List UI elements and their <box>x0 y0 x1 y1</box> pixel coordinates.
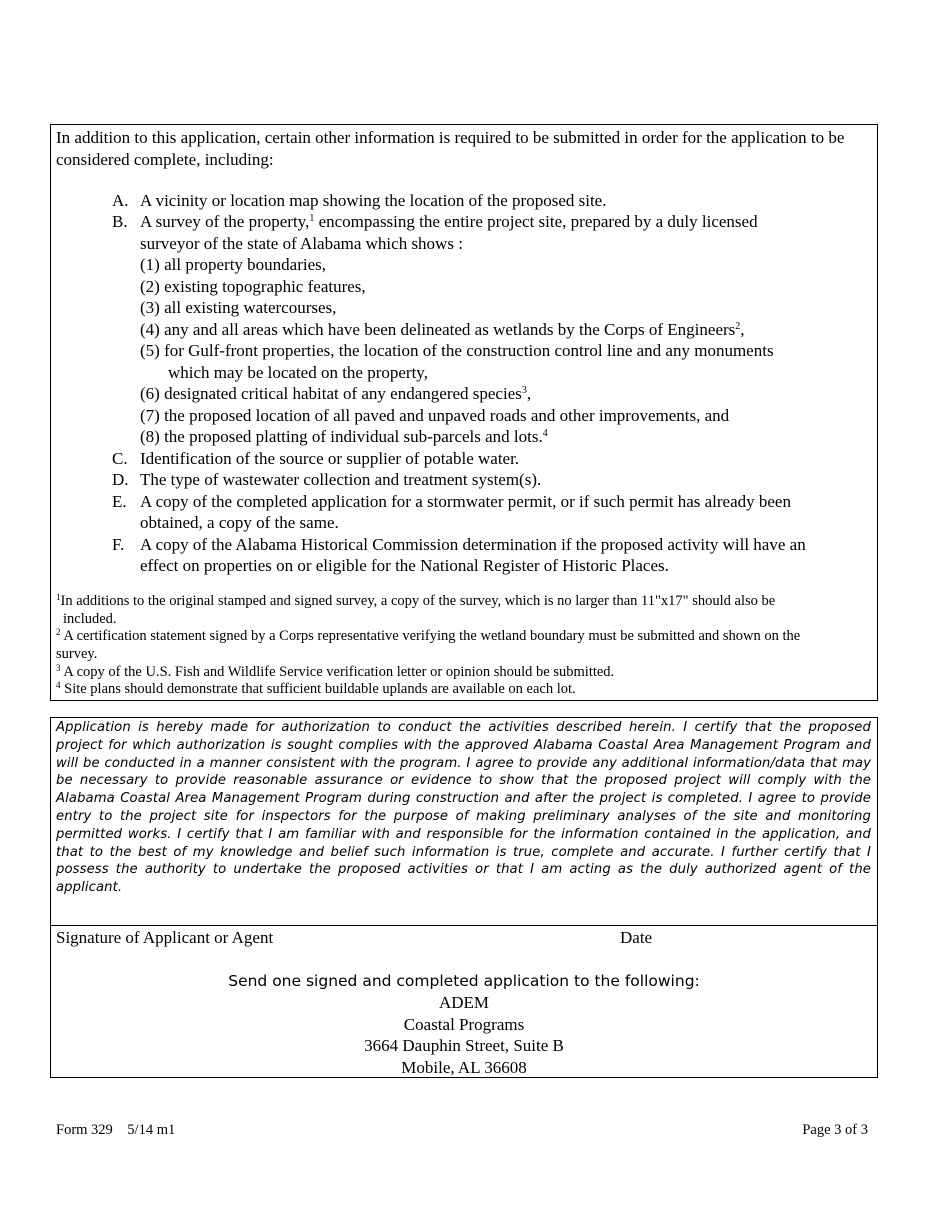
sub-item: (1) all property boundaries, <box>140 255 327 274</box>
sub-item: (4) any and all areas which have been delineated as wetlands by the Corps of Engineers$^2$, <box>140 319 745 339</box>
mailing-title: Send one signed and completed application to the following: <box>228 972 700 990</box>
item-c-label: C. <box>112 448 128 468</box>
item-e-text-2: obtained, a copy of the same. <box>140 513 339 532</box>
item-e-label: E. <box>112 491 127 511</box>
item-c-text: Identification of the source or supplier of potable water. <box>140 448 520 468</box>
item-f-text: A copy of the Alabama Historical Commission determination if the proposed activity will have an <box>140 534 806 554</box>
footnote-1: $^1$In additions to the original stamped and signed survey, a copy of the survey, which is no larger than 11"x17" should also be <box>56 592 776 609</box>
sub-item: (3) all existing watercourses, <box>140 298 337 317</box>
date-line[interactable] <box>616 925 877 926</box>
item-f-text-2: effect on properties on or eligible for the National Register of Historic Places. <box>140 556 669 575</box>
item-b-text-2: surveyor of the state of Alabama which shows : <box>140 233 463 253</box>
footnote-2-cont: survey. <box>56 646 98 662</box>
sub-item: (8) the proposed platting of individual sub-parcels and lots.$^4$ <box>140 427 548 446</box>
mailing-org: ADEM <box>438 993 490 1012</box>
signature-line[interactable] <box>51 925 586 926</box>
item-f-label: F. <box>112 534 125 554</box>
page-number: Page 3 of 3 <box>802 1122 868 1138</box>
certification-box <box>50 717 878 1078</box>
item-label: A. <box>112 191 129 210</box>
mailing-city: Mobile, AL 36608 <box>401 1057 527 1077</box>
footnote-1-cont: included. <box>63 610 117 627</box>
date-label: Date <box>620 928 653 947</box>
requirements-box <box>50 124 878 701</box>
item-d-text: The type of wastewater collection and treatment system(s). <box>140 470 542 489</box>
certification-text: Application is hereby made for authorization to conduct the activities described herein. I certify that the proposed project for which authorization is sought complies with the approved Alabama Coastal Area Management Program and will be conducted in a manner consistent with the program. I agree to provide any additional information/data that may be necessary to provide reasonable assurance or evidence to show that the proposed project will comply with the Alabama Coastal Area Management Program during construction and after the project is completed. I agree to provide entry to the project site for inspectors for the purpose of making preliminary analyses of the site and monitoring permitted works. I certify that I am familiar with and responsible for the information contained in the application, and that to the best of my knowledge and belief such information is true, complete and accurate. I further certify that I possess the authority to undertake the proposed activities or that I am acting as the duly authorized agent of the applicant. <box>56 720 871 896</box>
item-b-text: A survey of the property,$^1$ encompassing the entire project site, prepared by a duly licensed <box>140 212 758 231</box>
item-e-text: A copy of the completed application for a stormwater permit, or if such permit has already been <box>140 491 791 511</box>
item-b-label: B. <box>112 212 128 231</box>
sub-item: (6) designated critical habitat of any endangered species$^3$, <box>140 384 532 403</box>
item-d-label: D. <box>112 470 129 489</box>
requirements-intro: In addition to this application, certain other information is required to be submitted in order for the application to be considered complete, including: <box>56 128 845 169</box>
sub-item: (5) for Gulf-front properties, the location of the construction control line and any monuments <box>140 341 774 360</box>
sub-item: (2) existing topographic features, <box>140 276 366 296</box>
mailing-street: 3664 Dauphin Street, Suite B <box>364 1036 564 1055</box>
item-a <box>112 190 129 212</box>
form-number: Form 329 5/14 m1 <box>56 1122 176 1138</box>
signature-label: Signature of Applicant or Agent <box>56 928 274 947</box>
footnote-3: $^3$ A copy of the U.S. Fish and Wildlife Service verification letter or opinion should be submitted. <box>56 663 615 680</box>
item-a-text: A vicinity or location map showing the location of the proposed site. <box>140 191 607 210</box>
mailing-dept: Coastal Programs <box>403 1014 525 1034</box>
footnote-4: $^4$ Site plans should demonstrate that sufficient buildable uplands are available on each lot. <box>56 680 576 697</box>
footnote-2: $^2$ A certification statement signed by a Corps representative verifying the wetland boundary must be submitted and shown on the <box>56 627 801 644</box>
sub-item: (7) the proposed location of all paved and unpaved roads and other improvements, and <box>140 405 730 425</box>
sub-item-cont: which may be located on the property, <box>168 362 428 382</box>
